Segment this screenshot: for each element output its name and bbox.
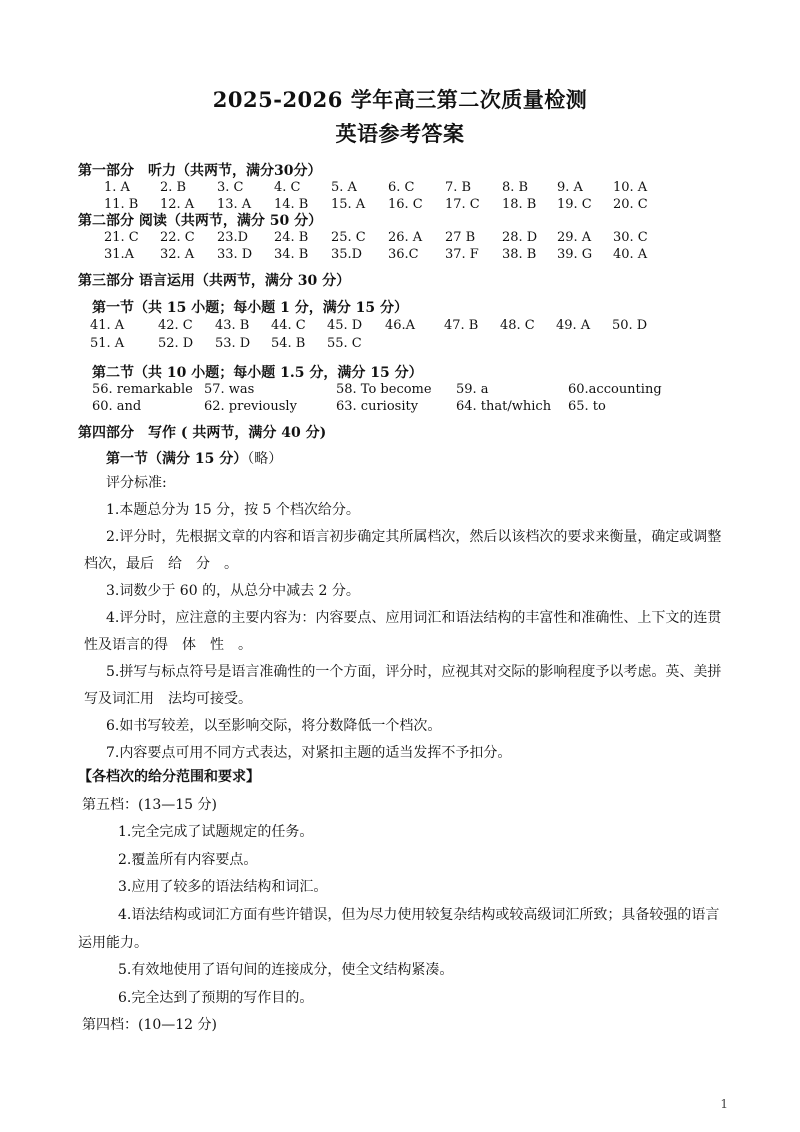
criteria-item: 1.本题总分为 15 分，按 5 个档次给分。	[106, 502, 360, 518]
answer-item: 6. C	[388, 180, 415, 195]
level5-item: 3.应用了较多的语法结构和词汇。	[118, 879, 328, 896]
answer-item: 63. curiosity	[336, 399, 419, 414]
level5-label: 第五档：(13—15 分)	[82, 796, 218, 813]
answer-item: 26. A	[388, 230, 423, 245]
part1-heading: 第一部分 听力（共两节，满分30分）	[78, 163, 322, 179]
answer-item: 1. A	[104, 180, 130, 195]
answer-item: 32. A	[160, 247, 195, 262]
criteria-item: 7.内容要点可用不同方式表达，对紧扣主题的适当发挥不予扣分。	[106, 745, 512, 761]
answer-item: 21. C	[104, 230, 139, 245]
level5-item: 2.覆盖所有内容要点。	[118, 851, 258, 868]
answer-row	[0, 318, 800, 336]
answer-item: 34. B	[274, 247, 309, 262]
part2-heading: 第二部分 阅读（共两节，满分 50 分）	[78, 213, 323, 229]
answer-item: 9. A	[557, 180, 583, 195]
answer-item: 38. B	[502, 247, 537, 262]
answer-item: 19. C	[557, 197, 592, 212]
answer-item: 46.A	[385, 318, 416, 333]
answer-item: 30. C	[613, 230, 648, 245]
answer-item: 31.A	[104, 247, 135, 262]
level5-item: 4.语法结构或词汇方面有些许错误，但为尽力使用较复杂结构或较高级词汇所致；具备较强的语言运用能力。	[78, 906, 720, 951]
answer-item: 23.D	[217, 230, 249, 245]
answer-item: 4. C	[274, 180, 301, 195]
document-subtitle: 英语参考答案	[335, 121, 465, 146]
answer-item: 60. and	[92, 399, 142, 414]
answer-item: 64. that/which	[456, 399, 552, 414]
part4-section1-heading	[106, 448, 282, 468]
answer-item: 52. D	[158, 336, 194, 351]
answer-item: 59. a	[456, 382, 489, 397]
answer-item: 10. A	[613, 180, 648, 195]
answer-item: 47. B	[444, 318, 479, 333]
answer-item: 29. A	[557, 230, 592, 245]
answer-item: 49. A	[556, 318, 591, 333]
answer-item: 60.accounting	[568, 382, 662, 397]
answer-item: 25. C	[331, 230, 366, 245]
answer-item: 50. D	[612, 318, 648, 333]
answer-item: 45. D	[327, 318, 363, 333]
answer-item: 40. A	[613, 247, 648, 262]
level5-item: 6.完全达到了预期的写作目的。	[118, 989, 314, 1006]
criteria-item: 4.评分时，应注意的主要内容为：内容要点、应用词汇和语法结构的丰富性和准确性、上下文的连贯性及语言的得 体 性 。	[84, 610, 722, 653]
answer-row	[0, 336, 800, 354]
answer-item: 18. B	[502, 197, 537, 212]
page-number: 1	[720, 1097, 728, 1111]
answer-row	[0, 399, 800, 417]
answer-item: 65. to	[568, 399, 606, 414]
part3-section2-heading: 第二节（共 10 小题；每小题 1.5 分，满分 15 分）	[92, 365, 423, 381]
scoring-criteria	[84, 470, 726, 767]
scoring-levels	[78, 764, 728, 1040]
answer-item: 44. C	[271, 318, 306, 333]
answer-item: 35.D	[331, 247, 363, 262]
answer-row	[0, 382, 800, 400]
answer-item: 2. B	[160, 180, 187, 195]
levels-heading: 【各档次的给分范围和要求】	[78, 769, 260, 785]
part4-heading: 第四部分 写作 ( 共两节，满分 40 分)	[78, 425, 327, 441]
answer-item: 27 B	[445, 230, 476, 245]
answer-item: 43. B	[215, 318, 250, 333]
answer-item: 54. B	[271, 336, 306, 351]
answer-item: 14. B	[274, 197, 309, 212]
answer-item: 22. C	[160, 230, 195, 245]
answer-item: 24. B	[274, 230, 309, 245]
answer-row	[0, 230, 800, 248]
document-title: 2025-2026 学年高三第二次质量检测	[212, 87, 588, 112]
answer-item: 13. A	[217, 197, 252, 212]
answer-item: 12. A	[160, 197, 195, 212]
criteria-item: 5.拼写与标点符号是语言准确性的一个方面，评分时，应视其对交际的影响程度予以考虑。英、美拼写及词汇用 法均可接受。	[84, 664, 722, 707]
part3-section1-heading: 第一节（共 15 小题；每小题 1 分，满分 15 分）	[92, 300, 408, 316]
criteria-item: 2.评分时，先根据文章的内容和语言初步确定其所属档次，然后以该档次的要求来衡量，确定或调整档次，最后 给 分 。	[84, 529, 722, 572]
answer-item: 41. A	[90, 318, 125, 333]
answer-item: 57. was	[204, 382, 255, 397]
answer-item: 58. To become	[336, 382, 432, 397]
answer-item: 3. C	[217, 180, 244, 195]
answer-item: 16. C	[388, 197, 423, 212]
answer-item: 51. A	[90, 336, 125, 351]
criteria-label: 评分标准:	[106, 475, 167, 491]
answer-item: 48. C	[500, 318, 535, 333]
level5-item: 5.有效地使用了语句间的连接成分，使全文结构紧凑。	[118, 962, 454, 979]
answer-row	[0, 247, 800, 265]
answer-item: 17. C	[445, 197, 480, 212]
level5-item: 1.完全完成了试题规定的任务。	[118, 824, 314, 841]
part4-section1-note: （略）	[247, 451, 283, 467]
level4-label: 第四档：(10—12 分)	[82, 1017, 218, 1034]
answer-item: 53. D	[215, 336, 251, 351]
answer-item: 15. A	[331, 197, 366, 212]
answer-item: 8. B	[502, 180, 529, 195]
criteria-item: 6.如书写较差，以至影响交际，将分数降低一个档次。	[106, 718, 442, 734]
part4-section1-title: 第一节（满分 15 分）	[106, 451, 248, 467]
answer-item: 28. D	[502, 230, 538, 245]
answer-item: 5. A	[331, 180, 357, 195]
answer-item: 56. remarkable	[92, 382, 193, 397]
answer-row	[0, 180, 800, 198]
answer-item: 36.C	[388, 247, 419, 262]
part3-heading: 第三部分 语言运用（共两节，满分 30 分）	[78, 273, 351, 289]
criteria-item: 3.词数少于 60 的，从总分中减去 2 分。	[106, 583, 360, 599]
answer-item: 62. previously	[204, 399, 297, 414]
answer-item: 20. C	[613, 197, 648, 212]
answer-item: 37. F	[445, 247, 479, 262]
answer-item: 7. B	[445, 180, 472, 195]
answer-item: 39. G	[557, 247, 593, 262]
answer-item: 11. B	[104, 197, 139, 212]
answer-item: 33. D	[217, 247, 253, 262]
answer-item: 55. C	[327, 336, 362, 351]
answer-item: 42. C	[158, 318, 193, 333]
